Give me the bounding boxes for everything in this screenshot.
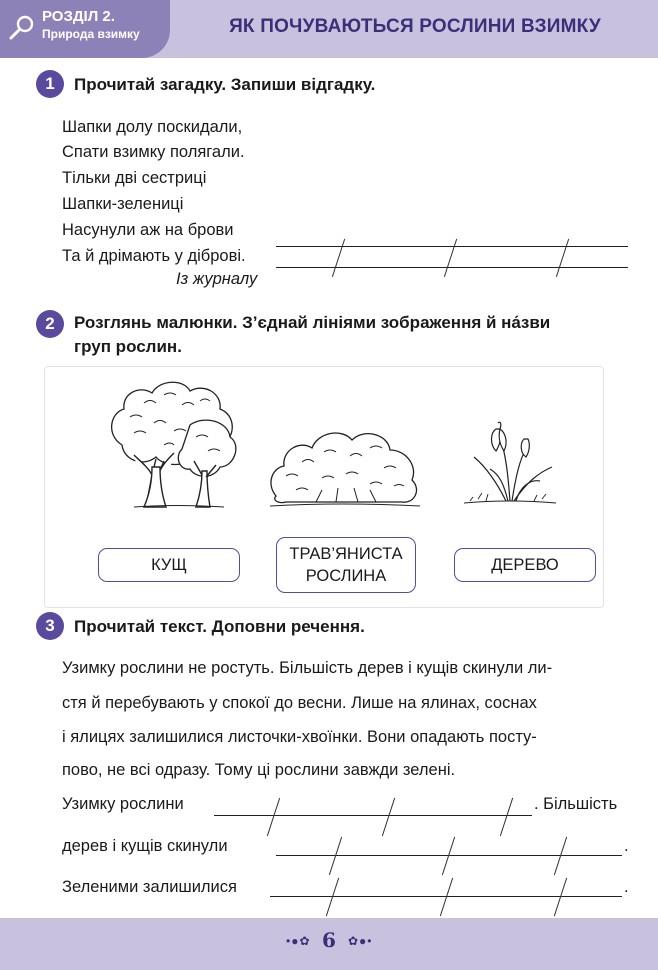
poem-line: Шапки-зелениці	[62, 195, 184, 213]
answer-divider	[382, 798, 396, 836]
ornament-left-icon: •●✿	[286, 934, 311, 948]
snowdrop-illustration	[460, 415, 560, 510]
answer-divider	[554, 878, 568, 916]
answer-divider	[554, 837, 568, 875]
bush-illustration	[266, 418, 424, 510]
text-line: і ялицях залишилися листочки-хвоїнки. Вони опадають посту-	[62, 728, 537, 746]
answer-divider	[332, 239, 346, 277]
fill1-suffix: . Більшість	[534, 795, 618, 813]
label-bush[interactable]: КУЩ	[98, 548, 240, 582]
task-number-3: 3	[36, 612, 64, 640]
poem-line: Насунули аж на брови	[62, 221, 234, 239]
answer-divider	[329, 837, 343, 875]
fill1-prefix: Узимку рослини	[62, 795, 184, 813]
text-line: Узимку рослини не ростуть. Більшість дерев і кущів скинули ли-	[62, 659, 553, 677]
text-line: стя й перебувають у спокої до весни. Лише на ялинах, соснах	[62, 694, 537, 712]
section-label: РОЗДІЛ 2.	[42, 8, 115, 25]
page-title: ЯК ПОЧУВАЮТЬСЯ РОСЛИНИ ВЗИМКУ	[229, 16, 601, 37]
fill2-suffix: .	[624, 837, 629, 855]
task-number-1: 1	[36, 70, 64, 98]
fill2-prefix: дерев і кущів скинули	[62, 837, 228, 855]
section-subtitle: Природа взимку	[42, 27, 140, 41]
fill3-suffix: .	[624, 878, 629, 896]
page-number: 6	[322, 928, 336, 952]
answer-line[interactable]	[276, 267, 628, 268]
task2-title-line2: груп рослин.	[74, 337, 182, 356]
tree-illustration	[104, 375, 244, 510]
answer-divider	[442, 837, 456, 875]
task3-title: Прочитай текст. Доповни речення.	[74, 617, 365, 636]
poem-source: Із журналу	[176, 270, 258, 288]
poem-line: Тільки дві сестриці	[62, 169, 207, 187]
label-herbaceous-line1: ТРАВ’ЯНИСТА	[289, 545, 403, 563]
task2-title-line1: Розглянь малюнки. З’єднай лініями зображення й на́зви	[74, 313, 551, 332]
answer-line[interactable]	[276, 246, 628, 247]
fill3-prefix: Зеленими залишилися	[62, 878, 237, 896]
answer-divider	[500, 798, 514, 836]
poem-line: Шапки долу поскидали,	[62, 118, 243, 136]
answer-divider	[267, 798, 281, 836]
poem-line: Спати взимку полягали.	[62, 143, 245, 161]
text-line: пово, не всі одразу. Тому ці рослини завжди зелені.	[62, 761, 456, 779]
label-herbaceous-plant[interactable]	[276, 537, 416, 593]
answer-divider	[326, 878, 340, 916]
task-number-2: 2	[36, 310, 64, 338]
poem-line: Та й дрімають у діброві.	[62, 247, 246, 265]
label-tree[interactable]: ДЕРЕВО	[454, 548, 596, 582]
task1-title: Прочитай загадку. Запиши відгадку.	[74, 75, 376, 94]
ornament-right-icon: ✿●•	[348, 934, 373, 948]
magnifier-icon	[8, 14, 36, 42]
fill1-answer-line[interactable]	[214, 815, 532, 816]
answer-divider	[444, 239, 458, 277]
answer-divider	[440, 878, 454, 916]
answer-divider	[556, 239, 570, 277]
label-herbaceous-line2: РОСЛИНА	[305, 567, 387, 585]
